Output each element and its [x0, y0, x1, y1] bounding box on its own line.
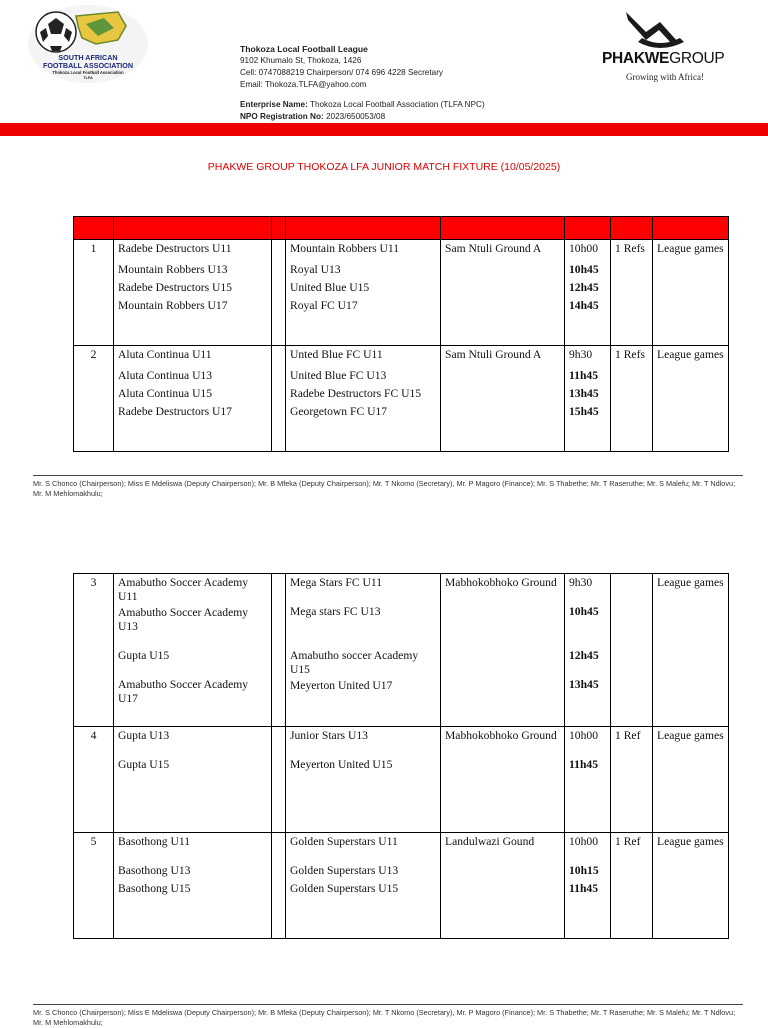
- fixture-number: 5: [74, 833, 114, 939]
- away-teams: Mega Stars FC U11 Mega stars FC U13 Amabutho soccer Academy U15 Meyerton United U17: [286, 574, 441, 727]
- kickoff-times: 10h00 10h15 11h45: [565, 833, 611, 939]
- npo-label: NPO Registration No:: [240, 112, 324, 121]
- table-header-row: [74, 217, 729, 240]
- game-type: League games: [653, 574, 729, 727]
- away-teams: Golden Superstars U11 Golden Superstars U13 Golden Superstars U15: [286, 833, 441, 939]
- venue: Landulwazi Gound: [441, 833, 565, 939]
- venue: Mabhokobhoko Ground: [441, 727, 565, 833]
- kickoff-times: 9h30 11h45 13h45 15h45: [565, 346, 611, 452]
- league-name: Thokoza Local Football League: [240, 44, 368, 54]
- venue: Sam Ntuli Ground A: [441, 346, 565, 452]
- league-email: Email: Thokoza.TLFA@yahoo.com: [240, 80, 367, 89]
- away-teams: Junior Stars U13 Meyerton United U15: [286, 727, 441, 833]
- brand-tagline: Growing with Africa!: [626, 72, 704, 82]
- header-red-band: [0, 123, 768, 136]
- league-contact-block: [240, 43, 443, 91]
- home-teams: Gupta U13 Gupta U15: [114, 727, 272, 833]
- venue: Mabhokobhoko Ground: [441, 574, 565, 727]
- kickoff-times: 10h00 11h45: [565, 727, 611, 833]
- brand-wordmark: PHAKWEGROUP: [602, 50, 725, 67]
- svg-text:SOUTH AFRICAN: SOUTH AFRICAN: [58, 53, 118, 62]
- game-type: League games: [653, 833, 729, 939]
- referees: 1 Ref: [611, 833, 653, 939]
- league-cell: Cell: 0747088219 Chairperson/ 074 696 4228 Secretary: [240, 68, 444, 77]
- table-row: [74, 346, 729, 452]
- referees: 1 Refs: [611, 346, 653, 452]
- enterprise-label: Enterprise Name:: [240, 100, 308, 109]
- away-teams: Mountain Robbers U11 Royal U13 United Blue U15 Royal FC U17: [286, 240, 441, 346]
- fixture-table-page1: [73, 216, 729, 452]
- kickoff-times: 10h00 10h45 12h45 14h45: [565, 240, 611, 346]
- table-row: [74, 240, 729, 346]
- home-teams: Amabutho Soccer Academy U11 Amabutho Soccer Academy U13 Gupta U15 Amabutho Soccer Academy U17: [114, 574, 272, 727]
- svg-text:Thokoza Local Football Associa: Thokoza Local Football Association: [52, 70, 124, 75]
- npo-value: 2023/650053/08: [323, 112, 386, 121]
- fixture-number: 2: [74, 346, 114, 452]
- enterprise-block: [240, 99, 485, 123]
- safa-logo: [26, 4, 150, 84]
- fixture-title: PHAKWE GROUP THOKOZA LFA JUNIOR MATCH FIXTURE (10/05/2025): [207, 161, 561, 173]
- venue: Sam Ntuli Ground A: [441, 240, 565, 346]
- referees: 1 Ref: [611, 727, 653, 833]
- table-row: [74, 727, 729, 833]
- game-type: League games: [653, 727, 729, 833]
- svg-text:FOOTBALL ASSOCIATION: FOOTBALL ASSOCIATION: [42, 61, 134, 70]
- game-type: League games: [653, 346, 729, 452]
- league-address: 9102 Khumalo St, Thokoza, 1426: [240, 56, 362, 65]
- away-teams: Unted Blue FC U11 United Blue FC U13 Radebe Destructors FC U15 Georgetown FC U17: [286, 346, 441, 452]
- referees: [611, 574, 653, 727]
- game-type: League games: [653, 240, 729, 346]
- table-row: [74, 574, 729, 727]
- fixture-table-page2: [73, 573, 729, 939]
- home-teams: Aluta Continua U11 Aluta Continua U13 Aluta Continua U15 Radebe Destructors U17: [114, 346, 272, 452]
- kickoff-times: 9h30 10h45 12h45 13h45: [565, 574, 611, 727]
- fixture-number: 4: [74, 727, 114, 833]
- fixture-number: 3: [74, 574, 114, 727]
- enterprise-value: Thokoza Local Football Association (TLFA NPC): [307, 100, 485, 109]
- committee-footer-page2: Mr. S Chonco (Chairperson); Miss E Mdeliswa (Deputy Chairperson); Mr. B Mfeka (Deputy Chairperson); Mr. T Nkomo (Secretary), Mr. P Magoro (Finance); Mr. S Thabethe; Mr. T Raseruthe; Mr. S Malefu; Mr. T Ndlovu; Mr. M Mehlomakhulu;: [33, 1004, 743, 1028]
- home-teams: Radebe Destructors U11 Mountain Robbers U13 Radebe Destructors U15 Mountain Robbers U17: [114, 240, 272, 346]
- committee-footer: Mr. S Chonco (Chairperson); Miss E Mdeliswa (Deputy Chairperson); Mr. B Mfeka (Deputy Chairperson); Mr. T Nkomo (Secretary), Mr. P Magoro (Finance); Mr. S Thabethe; Mr. T Raseruthe; Mr. S Malefu; Mr. T Ndlovu; Mr. M Mehlomakhulu;: [33, 475, 743, 498]
- fixture-number: 1: [74, 240, 114, 346]
- table-row: [74, 833, 729, 939]
- referees: 1 Refs: [611, 240, 653, 346]
- svg-text:TLFA: TLFA: [83, 76, 93, 80]
- home-teams: Basothong U11 Basothong U13 Basothong U15: [114, 833, 272, 939]
